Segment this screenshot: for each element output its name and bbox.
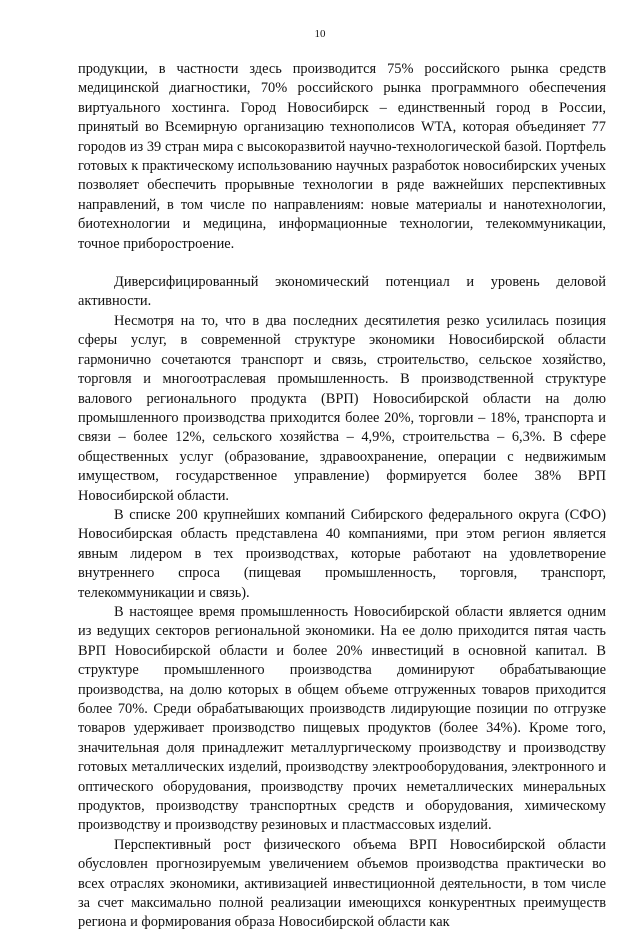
paragraph-continuation: продукции, в частности здесь производится 75% российского рынка средств медицинской диагностики, 70% российского рынка программного обеспечения виртуального хостинга. Город Новосибирск – единственный город в России, принятый во Всемирную организацию технополисов WTA, которая объединяет 77 городов из 39 стран мира с высокоразвитой научно-технологической базой. Портфель готовых к практическому использованию научных разработок новосибирских ученых позволяет обеспечить прорывные технологии в ряде важнейших перспективных направлений, в том числе по направлениям: новые материалы и нанотехнологии, биотехнологии и медицина, информационные технологии, телекоммуникации, точное приборостроение. bbox=[78, 61, 606, 252]
body-text bbox=[78, 60, 606, 933]
page-number: 10 bbox=[314, 28, 326, 40]
paragraph-section-heading: Диверсифицированный экономический потенциал и уровень деловой активности. bbox=[78, 274, 606, 310]
paragraph-top-companies: В списке 200 крупнейших компаний Сибирского федерального округа (СФО) Новосибирская область представлена 40 компаниями, при этом регион является явным лидером в тех производствах, которые работают на удовлетворение внутреннего спроса (пищевая промышленность, торговля, транспорт, телекоммуникации и связь). bbox=[78, 506, 606, 601]
paragraph-economy-structure: Несмотря на то, что в два последних десятилетия резко усилилась позиция сферы услуг, в современной структуре экономики Новосибирской области гармонично сочетаются транспорт и связь, строительство, сельское хозяйство, торговля и многоотраслевая промышленность. В производственной структуре валового регионального продукта (ВРП) Новосибирской области на долю промышленного производства приходится более 20%, торговли – 18%, транспорта и связи – более 12%, сельского хозяйства – 4,9%, строительства – 6,3%. В сфере общественных услуг (образование, здравоохранение, операции с недвижимым имуществом, государственное управление) формируется более 38% ВРП Новосибирской области. bbox=[78, 312, 606, 504]
paragraph-growth-outlook: Перспективный рост физического объема ВРП Новосибирской области обусловлен прогнозируемым увеличением объемов производства практически во всех отраслях экономики, активизацией инвестиционной деятельности, в том числе за счет максимально полной реализации имеющихся конкурентных преимуществ региона и формирования образа Новосибирской области как bbox=[78, 836, 606, 931]
paragraph-industry: В настоящее время промышленность Новосибирской области является одним из ведущих секторов региональной экономики. На ее долю приходится пятая часть ВРП Новосибирской области и более 20% инвестиций в основной капитал. В структуре промышленного производства доминируют обрабатывающие производства, на долю которых в общем объеме отгруженных товаров приходится более 70%. Среди обрабатывающих производств лидирующие позиции по отгрузке товаров удерживает производство пищевых продуктов (более 34%). Кроме того, значительная доля принадлежит металлургическому производству и производству готовых металлических изделий, производству электрооборудования, электронного и оптического оборудования, производству прочих неметаллических минеральных продуктов, производству транспортных средств и оборудования, химическому производству и производству резиновых и пластмассовых изделий. bbox=[78, 603, 606, 834]
